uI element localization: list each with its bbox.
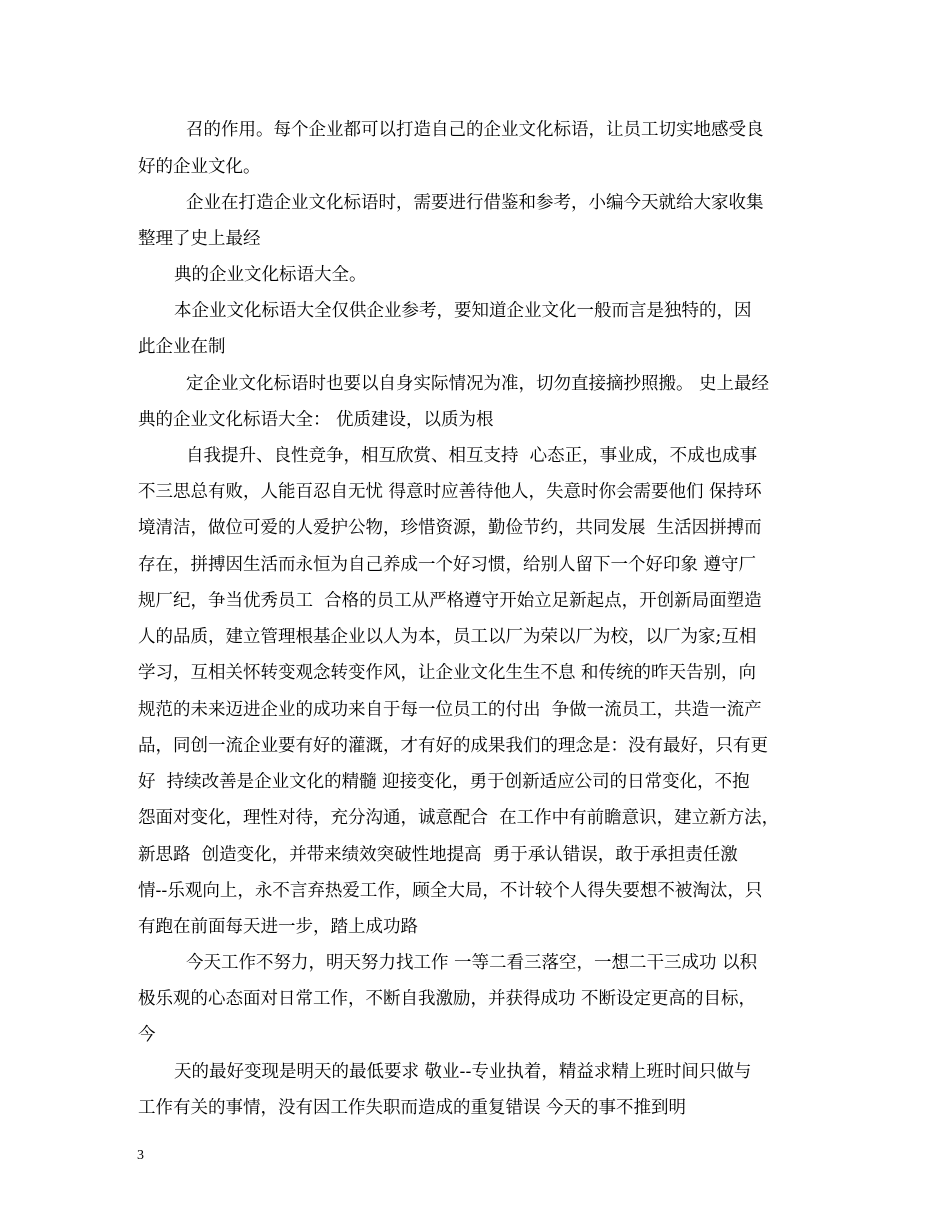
- text-line: 品，同创一流企业要有好的灌溉，才有好的成果我们的理念是：没有最好，只有更: [138, 736, 768, 756]
- text-line: 整理了史上最经: [138, 229, 261, 249]
- text-line: 今天工作不努力，明天努力找工作 一等二看三落空，一想二干三成功 以积: [186, 953, 758, 973]
- text-line: 情--乐观向上，永不言弃热爱工作，顾全大局，不计较个人得失要想不被淘汰，只: [138, 881, 763, 901]
- text-line: 召的作用。每个企业都可以打造自己的企业文化标语，让员工切实地感受良: [186, 120, 764, 140]
- text-line: 好 持续改善是企业文化的精髓 迎接变化，勇于创新适应公司的日常变化，不抱: [138, 772, 750, 792]
- text-line: 自我提升、良性竞争，相互欣赏、相互支持 心态正，事业成，不成也成事: [186, 446, 758, 466]
- text-line: 存在，拼搏因生活而永恒为自己养成一个好习惯，给别人留下一个好印象 遵守厂: [138, 555, 757, 575]
- text-line: 今: [138, 1025, 156, 1045]
- text-line: 典的企业文化标语大全。: [174, 265, 367, 285]
- text-line: 人的品质，建立管理根基企业以人为本，员工以厂为荣以厂为校，以厂为家;互相: [138, 627, 757, 647]
- text-line: 天的最好变现是明天的最低要求 敬业--专业执着，精益求精上班时间只做与: [174, 1062, 752, 1082]
- text-line: 工作有关的事情，没有因工作失职而造成的重复错误 今天的事不推到明: [138, 1098, 687, 1118]
- text-line: 定企业文化标语时也要以自身实际情况为准，切勿直接摘抄照搬。 史上最经: [186, 374, 770, 394]
- text-line: 规厂纪，争当优秀员工 合格的员工从严格遵守开始立足新起点，开创新局面塑造: [138, 591, 762, 611]
- text-line: 新思路 创造变化，并带来绩效突破性地提高 勇于承认错误，敢于承担责任激: [138, 845, 738, 865]
- text-line: 怨面对变化，理性对待，充分沟通，诚意配合 在工作中有前瞻意识，建立新方法，: [138, 808, 780, 828]
- text-line: 境清洁，做位可爱的人爱护公物，珍惜资源，勤俭节约，共同发展 生活因拼搏而: [138, 518, 762, 538]
- text-line: 此企业在制: [138, 337, 226, 357]
- text-line: 极乐观的心态面对日常工作，不断自我激励，并获得成功 不断设定更高的目标，: [138, 989, 757, 1009]
- text-line: 好的企业文化。: [138, 157, 261, 177]
- text-line: 企业在打造企业文化标语时，需要进行借鉴和参考，小编今天就给大家收集: [186, 193, 764, 213]
- page-number: 3: [137, 1148, 144, 1163]
- text-line: 不三思总有败，人能百忍自无忧 得意时应善待他人，失意时你会需要他们 保持环: [138, 482, 762, 502]
- text-line: 学习，互相关怀转变观念转变作风，让企业文化生生不息 和传统的昨天告别，向: [138, 663, 757, 683]
- text-line: 本企业文化标语大全仅供企业参考，要知道企业文化一般而言是独特的，因: [174, 301, 752, 321]
- text-line: 有跑在前面每天进一步，踏上成功路: [138, 917, 418, 937]
- text-line: 典的企业文化标语大全： 优质建设，以质为根: [138, 410, 494, 430]
- text-line: 规范的未来迈进企业的成功来自于每一位员工的付出 争做一流员工，共造一流产: [138, 700, 762, 720]
